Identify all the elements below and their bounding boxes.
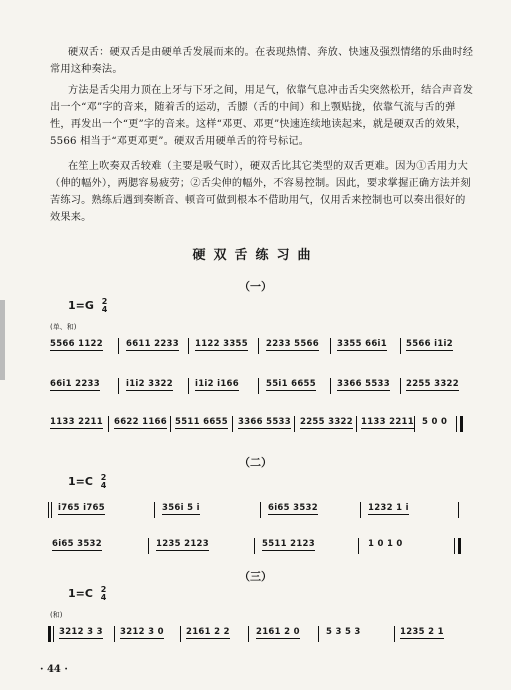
measure: 5 0 0 xyxy=(422,417,448,427)
barline xyxy=(394,626,395,642)
barline xyxy=(330,338,331,354)
section-2-line-2 xyxy=(48,538,468,560)
barline xyxy=(118,338,119,354)
measure: 1133 2211 xyxy=(50,417,103,427)
final-barline xyxy=(460,416,463,432)
measure: 6611 2233 xyxy=(126,339,179,349)
measure: 5511 2123 xyxy=(262,539,315,549)
measure: 55i1 6655 xyxy=(266,379,316,389)
measure: i765 i765 xyxy=(58,503,105,513)
barline xyxy=(400,338,401,354)
time-top: 2 xyxy=(101,297,108,306)
section-3-time-signature xyxy=(101,586,107,602)
barline xyxy=(154,502,155,518)
barline xyxy=(400,378,401,394)
measure: 5511 6655 xyxy=(175,417,228,427)
exercise-title: 硬双舌练习曲 xyxy=(192,248,319,263)
barline xyxy=(53,626,54,642)
barline xyxy=(248,626,249,642)
section-1-line-2 xyxy=(48,378,468,400)
barline xyxy=(414,416,415,432)
measure: 1235 2 1 xyxy=(400,627,444,637)
section-3-label: （三） xyxy=(239,570,272,583)
final-barline xyxy=(458,538,461,554)
section-1-key xyxy=(68,298,107,314)
barline xyxy=(356,416,357,432)
time-bottom: 4 xyxy=(101,305,108,314)
barline xyxy=(114,626,115,642)
barline xyxy=(358,538,359,554)
time-top: 2 xyxy=(100,473,107,482)
barline xyxy=(180,626,181,642)
measure: 5566 1122 xyxy=(50,339,103,349)
measure: 3366 5533 xyxy=(238,417,291,427)
page-edge-shadow xyxy=(0,300,5,380)
section-3-key xyxy=(68,586,106,602)
barline xyxy=(51,502,52,518)
measure: 2233 5566 xyxy=(266,339,319,349)
section-2-time-signature xyxy=(101,474,107,490)
time-bottom: 4 xyxy=(100,593,107,602)
barline xyxy=(170,416,171,432)
barline xyxy=(48,502,49,518)
page-number: · 44 · xyxy=(40,664,68,675)
section-1-line-3 xyxy=(48,416,468,438)
barline xyxy=(232,416,233,432)
section-3-perf-note: (和) xyxy=(50,611,63,619)
section-1-time-signature xyxy=(102,298,108,314)
measure: 1133 2211 xyxy=(361,417,414,427)
section-1-line-1 xyxy=(48,338,468,360)
start-barline xyxy=(48,626,51,642)
measure: 2161 2 0 xyxy=(256,627,300,637)
barline xyxy=(258,338,259,354)
measure: 5566 i1i2 xyxy=(406,339,453,349)
section-2-line-1 xyxy=(48,502,468,524)
intro-paragraph-3: 在笙上吹奏双舌较难（主要是吸气时），硬双舌比其它类型的双舌更难。因为①舌用力大（伸的幅外），两腮容易疲劳；②舌尖伸的幅外，不容易控制。因此，要求掌握正确方法并刻苦练习。熟练后遇到奏断音、顿音可做到根本不借助用气，仅用舌来控制也可以奏出很好的效果来。 xyxy=(50,161,471,223)
barline xyxy=(454,538,455,554)
measure: 66i1 2233 xyxy=(50,379,100,389)
barline xyxy=(260,502,261,518)
section-3-line-1 xyxy=(48,626,468,648)
measure: 2255 3322 xyxy=(406,379,459,389)
measure: 3366 5533 xyxy=(337,379,390,389)
measure: 3212 3 3 xyxy=(59,627,103,637)
measure: 2161 2 2 xyxy=(186,627,230,637)
measure: 1232 1 i xyxy=(368,503,409,513)
measure: 5 3 5 3 xyxy=(326,627,361,637)
barline xyxy=(456,416,457,432)
barline xyxy=(188,338,189,354)
barline xyxy=(318,626,319,642)
time-top: 2 xyxy=(100,585,107,594)
barline xyxy=(148,538,149,554)
section-1-key-sig: 1=G xyxy=(68,299,94,312)
measure: 6i65 3532 xyxy=(268,503,318,513)
barline xyxy=(360,502,361,518)
barline xyxy=(188,378,189,394)
measure: 6i65 3532 xyxy=(52,539,102,549)
section-2-key-sig: 1=C xyxy=(68,475,93,488)
measure: i1i2 3322 xyxy=(126,379,173,389)
measure: 356i 5 i xyxy=(162,503,200,513)
measure: 1235 2123 xyxy=(156,539,209,549)
barline xyxy=(330,378,331,394)
intro-paragraph-1: 硬双舌：硬双舌是由硬单舌发展而来的。在表现热情、奔放、快速及强烈情绪的乐曲时经常用这种奏法。 xyxy=(50,47,474,75)
barline xyxy=(108,416,109,432)
barline xyxy=(258,378,259,394)
barline xyxy=(294,416,295,432)
time-bottom: 4 xyxy=(100,481,107,490)
measure: 1122 3355 xyxy=(195,339,248,349)
measure: 3355 66i1 xyxy=(337,339,387,349)
barline xyxy=(254,538,255,554)
section-1-label: （一） xyxy=(239,280,272,293)
intro-paragraph-2: 方法是舌尖用力顶在上牙与下牙之间，用足气，依靠气息冲击舌尖突然松开，结合声音发出一个“邓”字的音来，随着舌的运动，舌膘（舌的中间）和上颚贴拢，依靠气流与舌的弹性，再发出一个“更”字的音来。这样“邓更、邓更”快速连续地读起来，就是硬双舌的效果，5566 相当于“邓更邓更”。硬双舌用硬单舌的符号标记。 xyxy=(50,85,474,147)
measure: 2255 3322 xyxy=(300,417,353,427)
measure: 3212 3 0 xyxy=(120,627,164,637)
measure: i1i2 i166 xyxy=(195,379,239,389)
section-2-label: （二） xyxy=(239,456,272,469)
barline xyxy=(118,378,119,394)
section-2-key xyxy=(68,474,106,490)
section-1-perf-note: (单、和) xyxy=(50,323,77,331)
barline xyxy=(458,502,459,518)
section-3-key-sig: 1=C xyxy=(68,587,93,600)
measure: 6622 1166 xyxy=(114,417,167,427)
measure: 1 0 1 0 xyxy=(368,539,403,549)
